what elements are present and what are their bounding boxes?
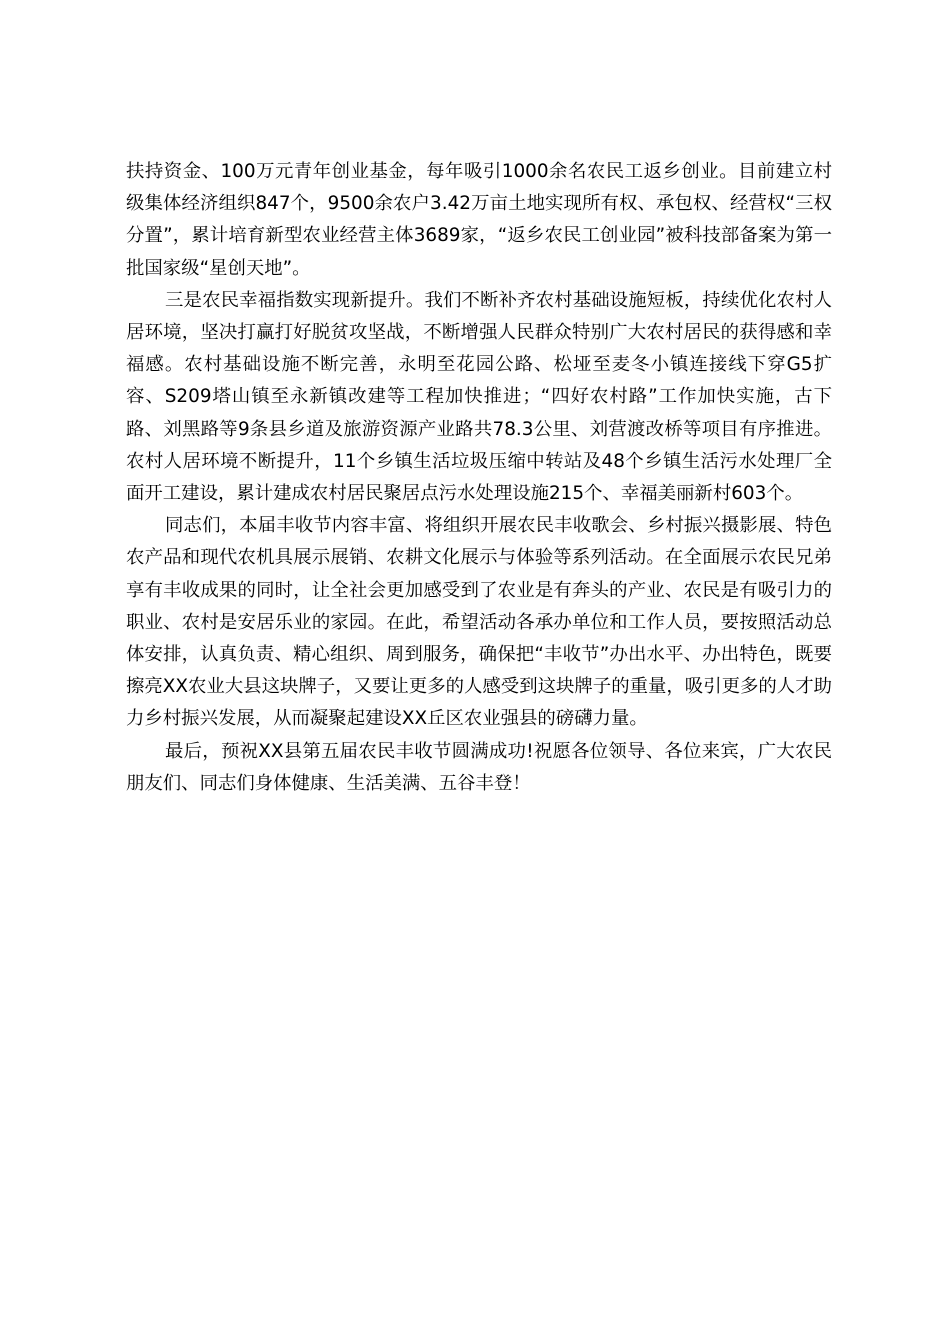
- paragraph-rural-happiness: 三是农民幸福指数实现新提升。我们不断补齐农村基础设施短板，持续优化农村人居环境，坚决打赢打好脱贫攻坚战，不断增强人民群众特别广大农村居民的获得感和幸福感。农村基础设施不断完善，永明至花园公路、松垭至麦冬小镇连接线下穿G5扩容、S209塔山镇至永新镇改建等工程加快推进；“四好农村路”工作加快实施，古下路、刘黑路等9条县乡道及旅游资源产业路共78.3公里、刘营渡改桥等项目有序推进。农村人居环境不断提升，11个乡镇生活垃圾压缩中转站及48个乡镇生活污水处理厂全面开工建设，累计建成农村居民聚居点污水处理设施215个、幸福美丽新村603个。: [126, 289, 832, 505]
- paragraph-continuation: 扶持资金、100万元青年创业基金，每年吸引1000余名农民工返乡创业。目前建立村级集体经济组织847个，9500余农户3.42万亩土地实现所有权、承包权、经营权“三权分置”，累计培育新型农业经营主体3689家，“返乡农民工创业园”被科技部备案为第一批国家级“星创天地”。: [126, 161, 832, 279]
- paragraph-closing-wishes: 最后，预祝XX县第五届农民丰收节圆满成功!祝愿各位领导、各位来宾，广大农民朋友们、同志们身体健康、生活美满、五谷丰登！: [126, 740, 832, 794]
- document-body: [126, 156, 832, 800]
- paragraph-harvest-festival: 同志们，本届丰收节内容丰富、将组织开展农民丰收歌会、乡村振兴摄影展、特色农产品和现代农机具展示展销、农耕文化展示与体验等系列活动。在全面展示农民兄弟享有丰收成果的同时，让全社会更加感受到了农业是有奔头的产业、农民是有吸引力的职业、农村是安居乐业的家园。在此，希望活动各承办单位和工作人员，要按照活动总体安排，认真负责、精心组织、周到服务，确保把“丰收节”办出水平、办出特色，既要擦亮XX农业大县这块牌子，又要让更多的人感受到这块牌子的重量，吸引更多的人才助力乡村振兴发展，从而凝聚起建设XX丘区农业强县的磅礴力量。: [126, 515, 832, 730]
